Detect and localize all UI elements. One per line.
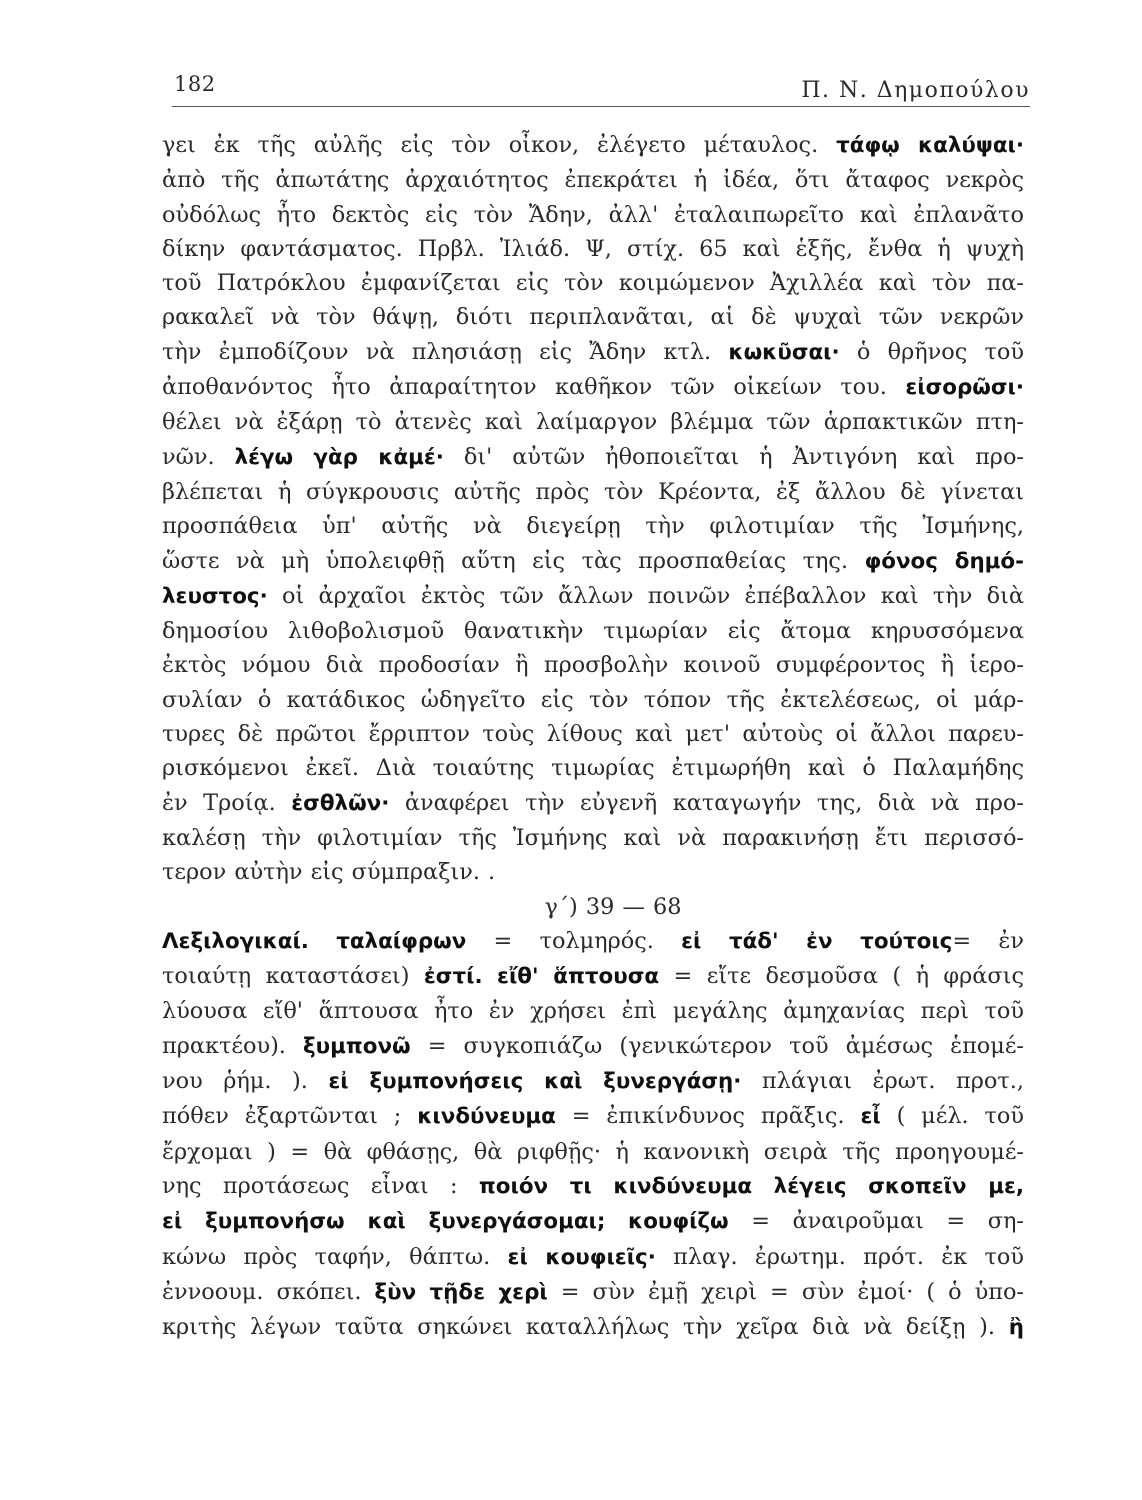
text-line: οὐδόλως ἦτο δεκτὸς εἰς τὸν Ἄδην, ἀλλ' ἐταλαιπωρεῖτο καὶ ἐπλανᾶτο: [162, 201, 1024, 228]
text-line: ἐκτὸς νόμου διὰ προδοσίαν ἢ προσβολὴν κοινοῦ συμφέροντος ἢ ἱερο-: [162, 652, 1024, 679]
text-line: νῶν. λέγω γὰρ κἀμέ· δι' αὐτῶν ἠθοποιεῖται ἡ Ἀντιγόνη καὶ προ-: [162, 443, 1024, 470]
section-heading: γ΄) 39 — 68: [544, 893, 682, 920]
text-line: εἰ ξυμπονήσω καὶ ξυνεργάσομαι; κουφίζω = ἀναιροῦμαι = ση-: [162, 1208, 1024, 1235]
text-line: κώνω πρὸς ταφήν, θάπτω. εἰ κουφιεῖς· πλαγ. ἐρωτημ. πρότ. ἐκ τοῦ: [162, 1243, 1024, 1270]
text-line: τὴν ἐμποδίζουν νὰ πλησιάσῃ εἰς Ἄδην κτλ. κωκῦσαι· ὁ θρῆνος τοῦ: [162, 338, 1024, 365]
page-header: [172, 66, 1030, 107]
text-line: ἔρχομαι ) = θὰ φθάσῃς, θὰ ριφθῇς· ἡ κανονικὴ σειρὰ τῆς προηγουμέ-: [162, 1138, 1024, 1165]
text-line: γει ἐκ τῆς αὐλῆς εἰς τὸν οἶκον, ἐλέγετο μέταυλος. τάφῳ καλύψαι·: [162, 132, 1024, 158]
text-line: τερον αὐτὴν εἰς σύμπραξιν. .: [162, 859, 496, 886]
text-line: πόθεν ἐξαρτῶνται ; κινδύνευμα = ἐπικίνδυνος πρᾶξις. εἶ ( μέλ. τοῦ: [162, 1103, 1024, 1130]
text-line: δίκην φαντάσματος. Πρβλ. Ἰλιάδ. Ψ, στίχ. 65 καὶ ἑξῆς, ἔνθα ἡ ψυχὴ: [162, 235, 1024, 262]
text-line: προσπάθεια ὑπ' αὐτῆς νὰ διεγείρῃ τὴν φιλοτιμίαν τῆς Ἰσμήνης,: [162, 513, 1024, 540]
text-line: τοῦ Πατρόκλου ἐμφανίζεται εἰς τὸν κοιμώμενον Ἀχιλλέα καὶ τὸν πα-: [162, 270, 1024, 297]
text-line: πρακτέου). ξυμπονῶ = συγκοπιάζω (γενικώτερον τοῦ ἀμέσως ἑπομέ-: [162, 1032, 1024, 1059]
text-line: ἐννοουμ. σκόπει. ξὺν τῇδε χερὶ = σὺν ἐμῇ χειρὶ = σὺν ἐμοί· ( ὁ ὑπο-: [162, 1278, 1024, 1305]
text-line: κριτὴς λέγων ταῦτα σηκώνει καταλλήλως τὴν χεῖρα διὰ νὰ δείξῃ ). ἢ: [162, 1314, 1024, 1341]
text-line: καλέσῃ τὴν φιλοτιμίαν τῆς Ἰσμήνης καὶ νὰ παρακινήσῃ ἔτι περισσό-: [162, 824, 1024, 851]
text-line: νης προτάσεως εἶναι : ποιόν τι κινδύνευμα λέγεις σκοπεῖν με,: [162, 1172, 1024, 1199]
text-line: βλέπεται ἡ σύγκρουσις αὐτῆς πρὸς τὸν Κρέοντα, ἐξ ἄλλου δὲ γίνεται: [162, 478, 1024, 505]
text-line: συλίαν ὁ κατάδικος ὡδηγεῖτο εἰς τὸν τόπον τῆς ἐκτελέσεως, οἱ μάρ-: [162, 686, 1024, 713]
text-line: τοιαύτῃ καταστάσει) ἐστί. εἴθ' ἅπτουσα = εἴτε δεσμοῦσα ( ἡ φράσις: [162, 963, 1024, 990]
text-line: ρακαλεῖ νὰ τὸν θάψῃ, διότι περιπλανᾶται, αἱ δὲ ψυχαὶ τῶν νεκρῶν: [162, 304, 1024, 331]
text-line: ἀπὸ τῆς ἀπωτάτης ἀρχαιότητος ἐπεκράτει ἡ ἰδέα, ὅτι ἄταφος νεκρὸς: [162, 167, 1024, 194]
text-line: ρισκόμενοι ἐκεῖ. Διὰ τοιαύτης τιμωρίας ἐτιμωρήθη καὶ ὁ Παλαμήδης: [162, 755, 1024, 782]
running-head: Π. Ν. Δημοπούλου: [801, 78, 1030, 103]
text-line: ἀποθανόντος ἦτο ἀπαραίτητον καθῆκον τῶν οἰκείων του. εἰσορῶσι·: [162, 374, 1024, 401]
text-line: λύουσα εἴθ' ἅπτουσα ἦτο ἐν χρήσει ἐπὶ μεγάλης ἀμηχανίας περὶ τοῦ: [162, 998, 1024, 1025]
text-line: ὥστε νὰ μὴ ὑπολειφθῇ αὕτη εἰς τὰς προσπαθείας της. φόνος δημό-: [162, 547, 1024, 574]
text-line: τυρες δὲ πρῶτοι ἔρριπτον τοὺς λίθους καὶ μετ' αὐτοὺς οἱ ἄλλοι παρευ-: [162, 721, 1024, 748]
text-line: ἐν Τροίᾳ. ἐσθλῶν· ἀναφέρει τὴν εὐγενῆ καταγωγήν της, διὰ νὰ προ-: [162, 789, 1024, 816]
text-line: δημοσίου λιθοβολισμοῦ θανατικὴν τιμωρίαν εἰς ἄτομα κηρυσσόμενα: [162, 618, 1024, 645]
text-line: Λεξιλογικαί. ταλαίφρων = τολμηρός. εἰ τάδ' ἐν τούτοις= ἐν: [162, 927, 1024, 954]
text-line: θέλει νὰ ἐξάρῃ τὸ ἀτενὲς καὶ λαίμαργον βλέμμα τῶν ἁρπακτικῶν πτη-: [162, 409, 1024, 436]
text-line: νου ῥήμ. ). εἰ ξυμπονήσεις καὶ ξυνεργάσῃ· πλάγιαι ἐρωτ. προτ.,: [162, 1068, 1024, 1095]
text-line: λευστος· οἱ ἀρχαῖοι ἐκτὸς τῶν ἄλλων ποινῶν ἐπέβαλλον καὶ τὴν διὰ: [162, 582, 1024, 609]
page-number: 182: [174, 72, 216, 96]
commentary-text: [162, 128, 1024, 1345]
